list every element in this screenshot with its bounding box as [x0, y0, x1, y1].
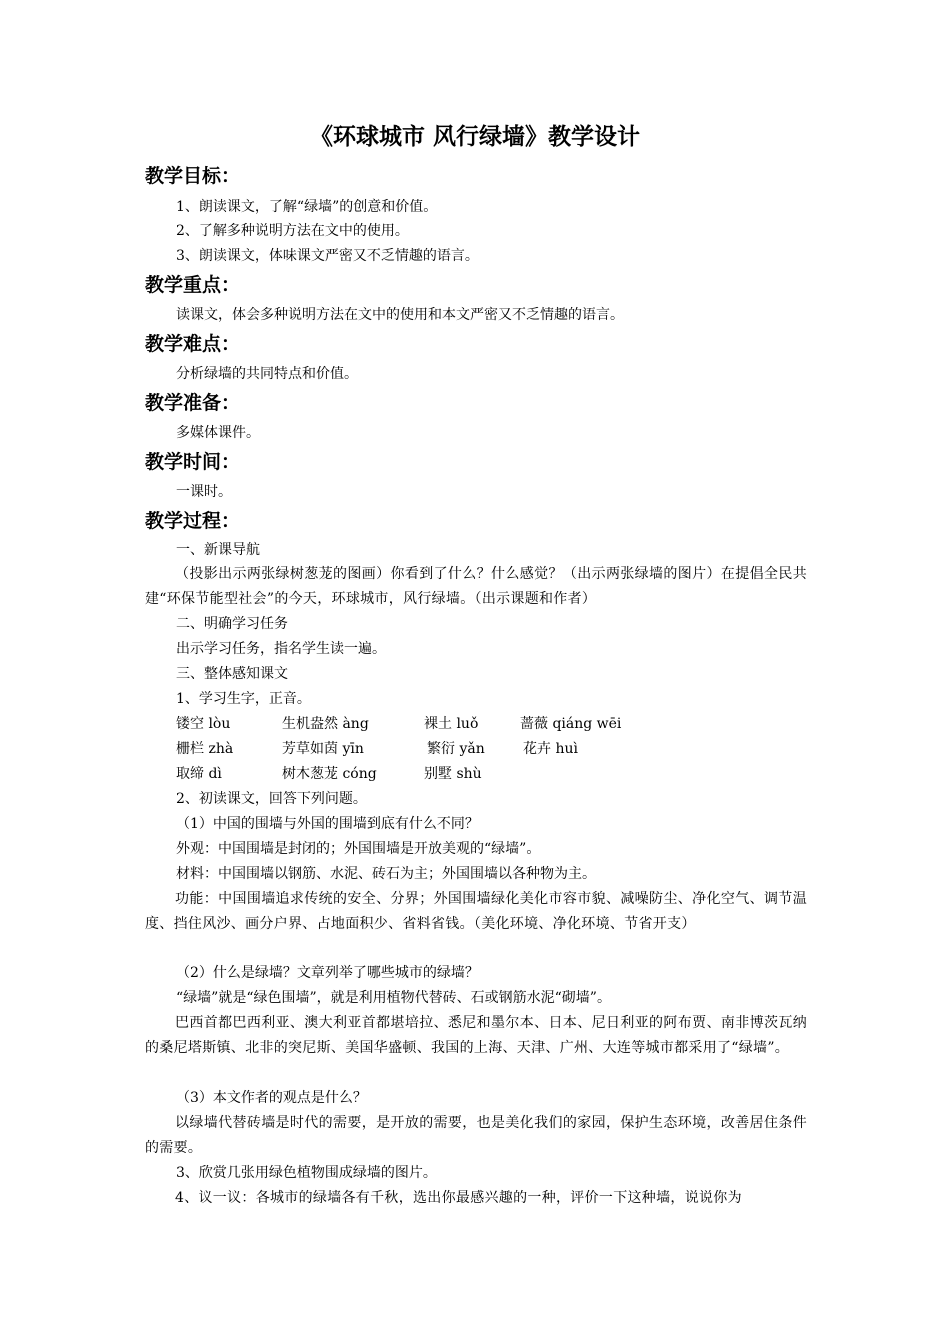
pinyin-row: [176, 713, 816, 735]
question-3: （3）本文作者的观点是什么？: [176, 1090, 367, 1106]
pinyin-word: 蔷薇 qiáng wēi: [520, 716, 622, 732]
section-3-title: 三、整体感知课文: [176, 666, 288, 682]
section-1-text: （投影出示两张绿树葱茏的图画）你看到了什么？什么感觉？（出示两张绿墙的图片）在提倡全民共建“环保节能型社会”的今天，环球城市，风行绿墙。（出示课题和作者）: [145, 566, 807, 607]
pinyin-word: 取缔 dì: [176, 766, 222, 782]
section-2-text: 出示学习任务，指名学生读一遍。: [176, 641, 386, 657]
goal-item-2: 2、了解多种说明方法在文中的使用。: [176, 223, 409, 239]
pinyin-word: 树木葱茏 cóng: [282, 766, 377, 782]
difficulties-text: 分析绿墙的共同特点和价值。: [176, 366, 358, 382]
section-1-title: 一、新课导航: [176, 542, 260, 558]
pinyin-word: 芳草如茵 yīn: [282, 741, 364, 757]
time-text: 一课时。: [176, 484, 232, 500]
goal-item-3: 3、朗读课文，体味课文严密又不乏情趣的语言。: [176, 248, 479, 264]
answer-definition: “绿墙”就是“绿色围墙”，就是利用植物代替砖、石或钢筋水泥“砌墙”。: [176, 990, 611, 1006]
goal-item-1: 1、朗读课文，了解“绿墙”的创意和价值。: [176, 199, 438, 215]
pinyin-word: 栅栏 zhà: [176, 741, 234, 757]
step-4: 4、议一议：各城市的绿墙各有千秋，选出你最感兴趣的一种，评价一下这种墙，说说你为: [175, 1190, 742, 1206]
pinyin-word: 花卉 huì: [523, 741, 578, 757]
answer-appearance: 外观：中国围墙是封闭的；外国围墙是开放美观的“绿墙”。: [176, 841, 541, 857]
answer-viewpoint: 以绿墙代替砖墙是时代的需要，是开放的需要，也是美化我们的家园，保护生态环境，改善居住条件的需要。: [145, 1115, 807, 1156]
step-2: 2、初读课文，回答下列问题。: [176, 791, 367, 807]
question-1: （1）中国的围墙与外国的围墙到底有什么不同？: [176, 816, 479, 832]
difficulties-heading: 教学难点：: [145, 333, 241, 355]
answer-function: 功能：中国围墙追求传统的安全、分界；外国围墙绿化美化市容市貌、减噪防尘、净化空气、调节温度、挡住风沙、画分户界、占地面积少、省料省钱。（美化环境、净化环境、节省开支）: [145, 891, 807, 932]
answer-cities: 巴西首都巴西利亚、澳大利亚首都堪培拉、悉尼和墨尔本、日本、尼日利亚的阿布贾、南非博茨瓦纳的桑尼塔斯镇、北非的突尼斯、美国华盛顿、我国的上海、天津、广州、大连等城市都采用了“绿墙”。: [145, 1015, 807, 1056]
time-heading: 教学时间：: [145, 451, 241, 473]
pinyin-row: [176, 738, 816, 760]
pinyin-word: 镂空 lòu: [176, 716, 231, 732]
key-points-text: 读课文，体会多种说明方法在文中的使用和本文严密又不乏情趣的语言。: [176, 307, 624, 323]
goals-heading: 教学目标：: [145, 165, 241, 187]
preparation-text: 多媒体课件。: [176, 425, 260, 441]
question-2: （2）什么是绿墙？文章列举了哪些城市的绿墙？: [176, 965, 479, 981]
pinyin-word: 裸土 luǒ: [424, 716, 479, 732]
document-title: 《环球城市 风行绿墙》教学设计: [309, 124, 640, 150]
preparation-heading: 教学准备：: [145, 392, 241, 414]
pinyin-word: 生机盎然 àng: [282, 716, 369, 732]
step-1: 1、学习生字，正音。: [176, 691, 311, 707]
step-3: 3、欣赏几张用绿色植物围成绿墙的图片。: [176, 1165, 437, 1181]
process-heading: 教学过程：: [145, 510, 241, 532]
section-2-title: 二、明确学习任务: [176, 616, 288, 632]
pinyin-row: [176, 763, 816, 785]
pinyin-word: 繁衍 yǎn: [427, 741, 485, 757]
key-points-heading: 教学重点：: [145, 274, 241, 296]
answer-material: 材料：中国围墙以钢筋、水泥、砖石为主；外国围墙以各种物为主。: [176, 866, 596, 882]
pinyin-word: 别墅 shù: [424, 766, 482, 782]
